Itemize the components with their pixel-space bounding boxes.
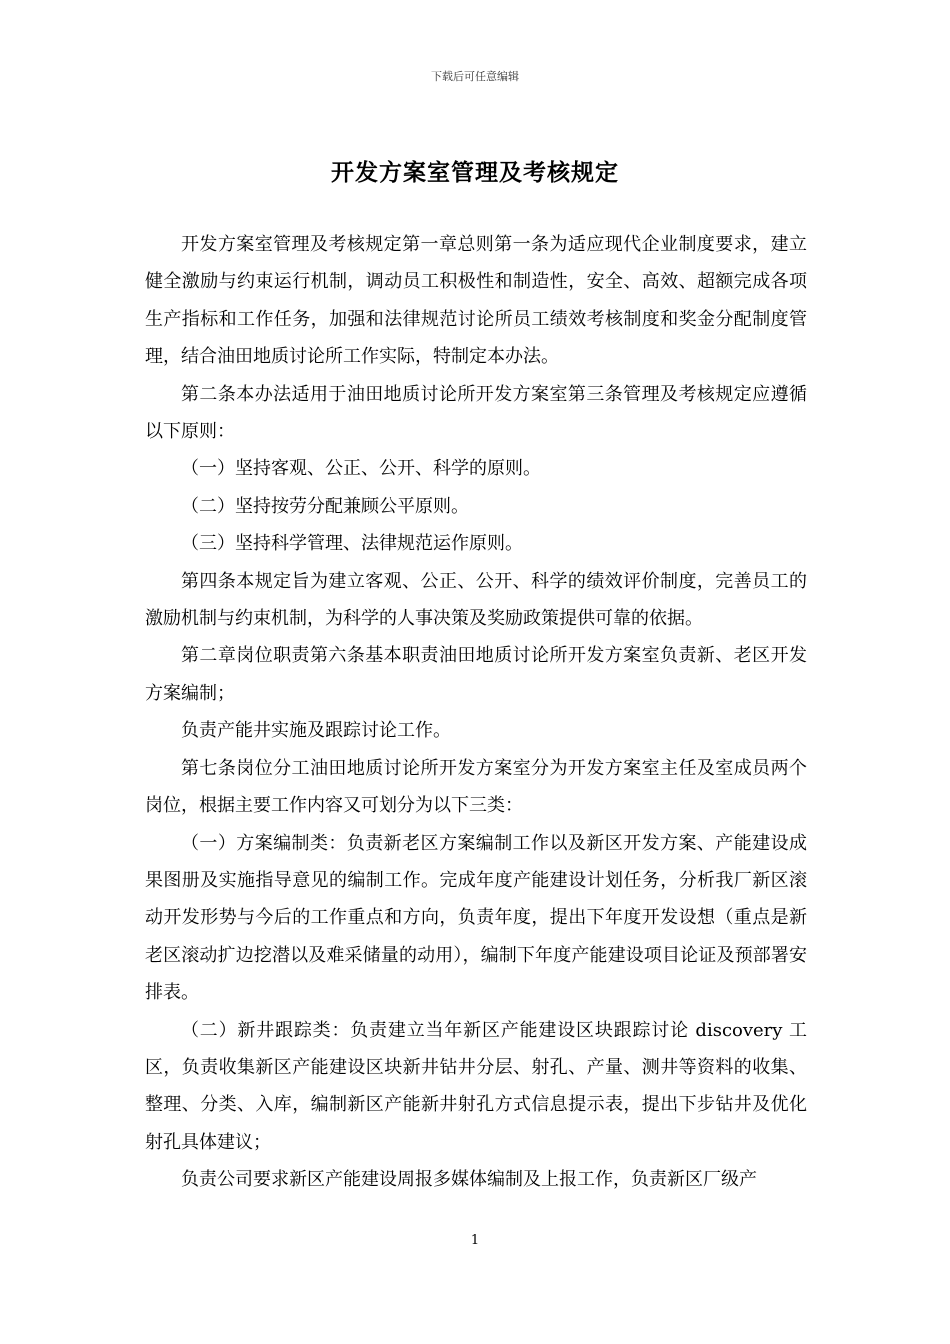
paragraph-5: （三）坚持科学管理、法律规范运作原则。 (181, 533, 523, 555)
paragraph-12: 负责公司要求新区产能建设周报多媒体编制及上报工作，负责新区厂级产 (181, 1169, 757, 1191)
paragraph-9: 第七条岗位分工油田地质讨论所开发方案室分为开发方案室主任及室成员两个岗位，根据主要工作内容又可划分为以下三类： (145, 757, 807, 817)
paragraph-11: （二）新井跟踪类：负责建立当年新区产能建设区块跟踪讨论 discovery 工区，负责收集新区产能建设区块新井钻井分层、射孔、产量、测井等资料的收集、整理、分类、入库，编制新区产能新井射孔方式信息提示表，提出下步钻井及优化射孔具体建议； (145, 1019, 807, 1153)
paragraph-8: 负责产能井实施及跟踪讨论工作。 (181, 720, 451, 742)
page-number: 1 (470, 1233, 480, 1248)
paragraph-2: 第二条本办法适用于油田地质讨论所开发方案室第三条管理及考核规定应遵循以下原则： (145, 383, 807, 443)
paragraph-6: 第四条本规定旨为建立客观、公正、公开、科学的绩效评价制度，完善员工的激励机制与约束机制，为科学的人事决策及奖励政策提供可靠的依据。 (145, 570, 807, 630)
paragraph-1: 开发方案室管理及考核规定第一章总则第一条为适应现代企业制度要求，建立健全激励与约束运行机制，调动员工积极性和制造性，安全、高效、超额完成各项生产指标和工作任务，加强和法律规范讨论所员工绩效考核制度和奖金分配制度管理，结合油田地质讨论所工作实际，特制定本办法。 (145, 234, 807, 368)
paragraph-7: 第二章岗位职责第六条基本职责油田地质讨论所开发方案室负责新、老区开发方案编制； (145, 645, 807, 704)
paragraph-10: （一）方案编制类：负责新老区方案编制工作以及新区开发方案、产能建设成果图册及实施指导意见的编制工作。完成年度产能建设计划任务，分析我厂新区滚动开发形势与今后的工作重点和方向，负责年度，提出下年度开发设想（重点是新老区滚动扩边挖潜以及难采储量的动用），编制下年度产能建设项目论证及预部署安排表。 (145, 832, 807, 1004)
document-body (145, 226, 807, 1199)
paragraph-4: （二）坚持按劳分配兼顾公平原则。 (181, 495, 469, 517)
paragraph-3: （一）坚持客观、公正、公开、科学的原则。 (181, 458, 541, 480)
header-note: 下载后可任意编辑 (431, 70, 519, 83)
document-title: 开发方案室管理及考核规定 (331, 159, 619, 186)
